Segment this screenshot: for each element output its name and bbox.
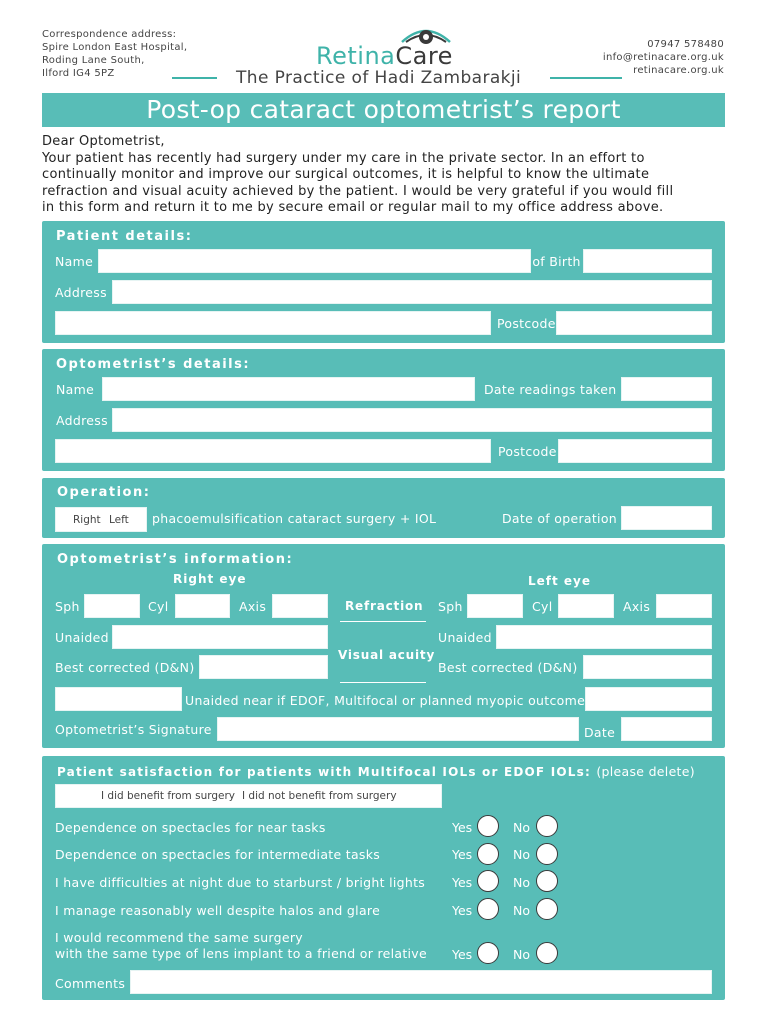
logo-care: Care — [395, 42, 453, 70]
patient-address-label: Address — [55, 285, 107, 300]
question-near-tasks: Dependence on spectacles for near tasks — [55, 820, 326, 835]
intro-line: continually monitor and improve our surgical outcomes, it is helpful to know the ultimate — [42, 167, 650, 182]
right-best-corrected-input[interactable] — [199, 655, 328, 679]
optometrist-postcode-label: Postcode — [498, 444, 557, 459]
comments-label: Comments — [55, 976, 126, 991]
right-option[interactable]: Right — [73, 514, 101, 526]
optometrist-address-input[interactable] — [112, 408, 712, 432]
no-label: No — [513, 820, 530, 835]
patient-satisfaction-title — [57, 764, 695, 779]
right-unaided-input[interactable] — [112, 625, 328, 649]
left-unaided-input[interactable] — [496, 625, 712, 649]
no-label: No — [513, 947, 530, 962]
correspondence-line: Ilford IG4 5PZ — [42, 68, 115, 79]
date-readings-input[interactable] — [621, 377, 712, 401]
satisfaction-title-note: (please delete) — [596, 764, 695, 779]
left-axis-label: Axis — [623, 599, 651, 614]
unaided-near-label: Unaided near if EDOF, Multifocal or planned myopic outcome — [185, 693, 586, 708]
patient-address-line2-input[interactable] — [55, 311, 491, 335]
visual-acuity-divider — [340, 682, 426, 683]
intro-line: Your patient has recently had surgery under my care in the private sector. In an effort to — [42, 150, 645, 166]
optometrist-details-title: Optometrist’s details: — [56, 357, 251, 372]
optometrist-address-label: Address — [56, 413, 108, 428]
patient-name-label: Name — [55, 254, 94, 269]
correspondence-line: Spire London East Hospital, — [42, 42, 188, 53]
signature-date-label: Date — [584, 725, 616, 740]
right-sph-input[interactable] — [84, 594, 140, 618]
greeting: Dear Optometrist, — [42, 134, 165, 149]
yes-label: Yes — [452, 820, 473, 835]
optometrist-postcode-input[interactable] — [558, 439, 712, 463]
near-tasks-yes-radio[interactable] — [477, 815, 499, 837]
patient-postcode-input[interactable] — [556, 311, 712, 335]
website-link[interactable]: retinacare.org.uk — [633, 65, 724, 76]
comments-input[interactable] — [130, 970, 712, 994]
logo-retina: Retina — [316, 42, 396, 70]
right-best-corrected-label: Best corrected (D&N) — [55, 660, 195, 675]
left-cyl-input[interactable] — [558, 594, 614, 618]
recommend-yes-radio[interactable] — [477, 942, 499, 964]
left-best-corrected-input[interactable] — [583, 655, 712, 679]
logo-text — [316, 42, 453, 70]
patient-address-input[interactable] — [112, 280, 712, 304]
intro-line: in this form and return it to me by secure email or regular mail to my office address above. — [42, 200, 664, 215]
correspondence-address — [42, 28, 187, 80]
benefit-option[interactable]: I did benefit from surgery — [101, 790, 236, 802]
refraction-divider — [340, 621, 426, 622]
patient-name-input[interactable] — [98, 249, 531, 273]
left-unaided-near-input[interactable] — [585, 687, 712, 711]
page-title: Post-op cataract optometrist’s report — [42, 93, 725, 127]
question-intermediate-tasks: Dependence on spectacles for intermediate tasks — [55, 847, 381, 862]
operation-panel — [42, 478, 725, 538]
night-difficulties-yes-radio[interactable] — [477, 870, 499, 892]
optometrist-name-input[interactable] — [102, 377, 475, 401]
question-night-difficulties: I have difficulties at night due to starburst / bright lights — [55, 875, 426, 890]
right-axis-input[interactable] — [272, 594, 328, 618]
benefit-selector[interactable] — [55, 784, 442, 808]
optometrist-address-line2-input[interactable] — [55, 439, 491, 463]
left-eye-heading: Left eye — [528, 574, 592, 588]
patient-satisfaction-panel — [42, 756, 725, 1000]
no-label: No — [513, 847, 530, 862]
question-recommend-line1: I would recommend the same surgery — [55, 930, 303, 945]
patient-dob-input[interactable] — [583, 249, 712, 273]
intermediate-tasks-no-radio[interactable] — [536, 843, 558, 865]
yes-label: Yes — [452, 847, 473, 862]
procedure-label: phacoemulsification cataract surgery + IOL — [152, 511, 437, 526]
phone: 07947 578480 — [647, 39, 724, 50]
signature-date-input[interactable] — [621, 717, 712, 741]
intro-line: refraction and visual acuity achieved by the patient. I would be very grateful if you would fill — [42, 183, 674, 199]
right-axis-label: Axis — [239, 599, 267, 614]
optometrist-details-panel — [42, 349, 725, 471]
halos-glare-no-radio[interactable] — [536, 898, 558, 920]
night-difficulties-no-radio[interactable] — [536, 870, 558, 892]
correspondence-line: Roding Lane South, — [42, 55, 145, 66]
left-sph-input[interactable] — [467, 594, 523, 618]
right-unaided-label: Unaided — [55, 630, 109, 645]
question-halos-glare: I manage reasonably well despite halos and glare — [55, 903, 381, 918]
tagline-rule-right — [550, 77, 622, 79]
recommend-no-radio[interactable] — [536, 942, 558, 964]
satisfaction-title-text: Patient satisfaction for patients with Multifocal IOLs or EDOF IOLs: — [57, 765, 591, 779]
optometrist-information-panel — [42, 544, 725, 748]
left-best-corrected-label: Best corrected (D&N) — [438, 660, 578, 675]
left-unaided-label: Unaided — [438, 630, 492, 645]
date-readings-label: Date readings taken — [484, 382, 617, 397]
right-sph-label: Sph — [55, 599, 80, 614]
yes-label: Yes — [452, 903, 473, 918]
eye-side-selector[interactable] — [55, 507, 147, 532]
right-eye-heading: Right eye — [173, 572, 247, 586]
refraction-label: Refraction — [345, 599, 424, 613]
left-cyl-label: Cyl — [532, 599, 553, 614]
tagline: The Practice of Hadi Zambarakji — [236, 68, 522, 88]
near-tasks-no-radio[interactable] — [536, 815, 558, 837]
contact-info — [603, 38, 724, 77]
no-label: No — [513, 875, 530, 890]
signature-label: Optometrist’s Signature — [55, 722, 212, 737]
halos-glare-yes-radio[interactable] — [477, 898, 499, 920]
signature-input[interactable] — [217, 717, 579, 741]
patient-postcode-label: Postcode — [497, 316, 556, 331]
optometrist-name-label: Name — [56, 382, 95, 397]
patient-details-panel — [42, 221, 725, 343]
operation-date-label: Date of operation — [502, 511, 617, 526]
correspondence-line: Correspondence address: — [42, 29, 177, 40]
right-cyl-label: Cyl — [148, 599, 169, 614]
no-benefit-option[interactable]: I did not benefit from surgery — [242, 790, 397, 802]
left-option[interactable]: Left — [109, 514, 129, 526]
intermediate-tasks-yes-radio[interactable] — [477, 843, 499, 865]
right-unaided-near-input[interactable] — [55, 687, 182, 711]
patient-dob-label: Date of Birth — [497, 254, 581, 269]
operation-title: Operation: — [57, 485, 151, 500]
question-recommend-line2: with the same type of lens implant to a friend or relative — [55, 946, 427, 961]
email-link[interactable]: info@retinacare.org.uk — [602, 52, 724, 63]
operation-date-input[interactable] — [621, 506, 712, 530]
yes-label: Yes — [452, 875, 473, 890]
left-axis-input[interactable] — [656, 594, 712, 618]
optometrist-information-title: Optometrist’s information: — [57, 552, 294, 567]
yes-label: Yes — [452, 947, 473, 962]
left-sph-label: Sph — [438, 599, 463, 614]
intro-text — [42, 134, 673, 217]
tagline-rule-left — [172, 77, 217, 79]
right-cyl-input[interactable] — [175, 594, 230, 618]
no-label: No — [513, 903, 530, 918]
visual-acuity-label: Visual acuity — [338, 648, 436, 662]
patient-details-title: Patient details: — [56, 229, 193, 244]
